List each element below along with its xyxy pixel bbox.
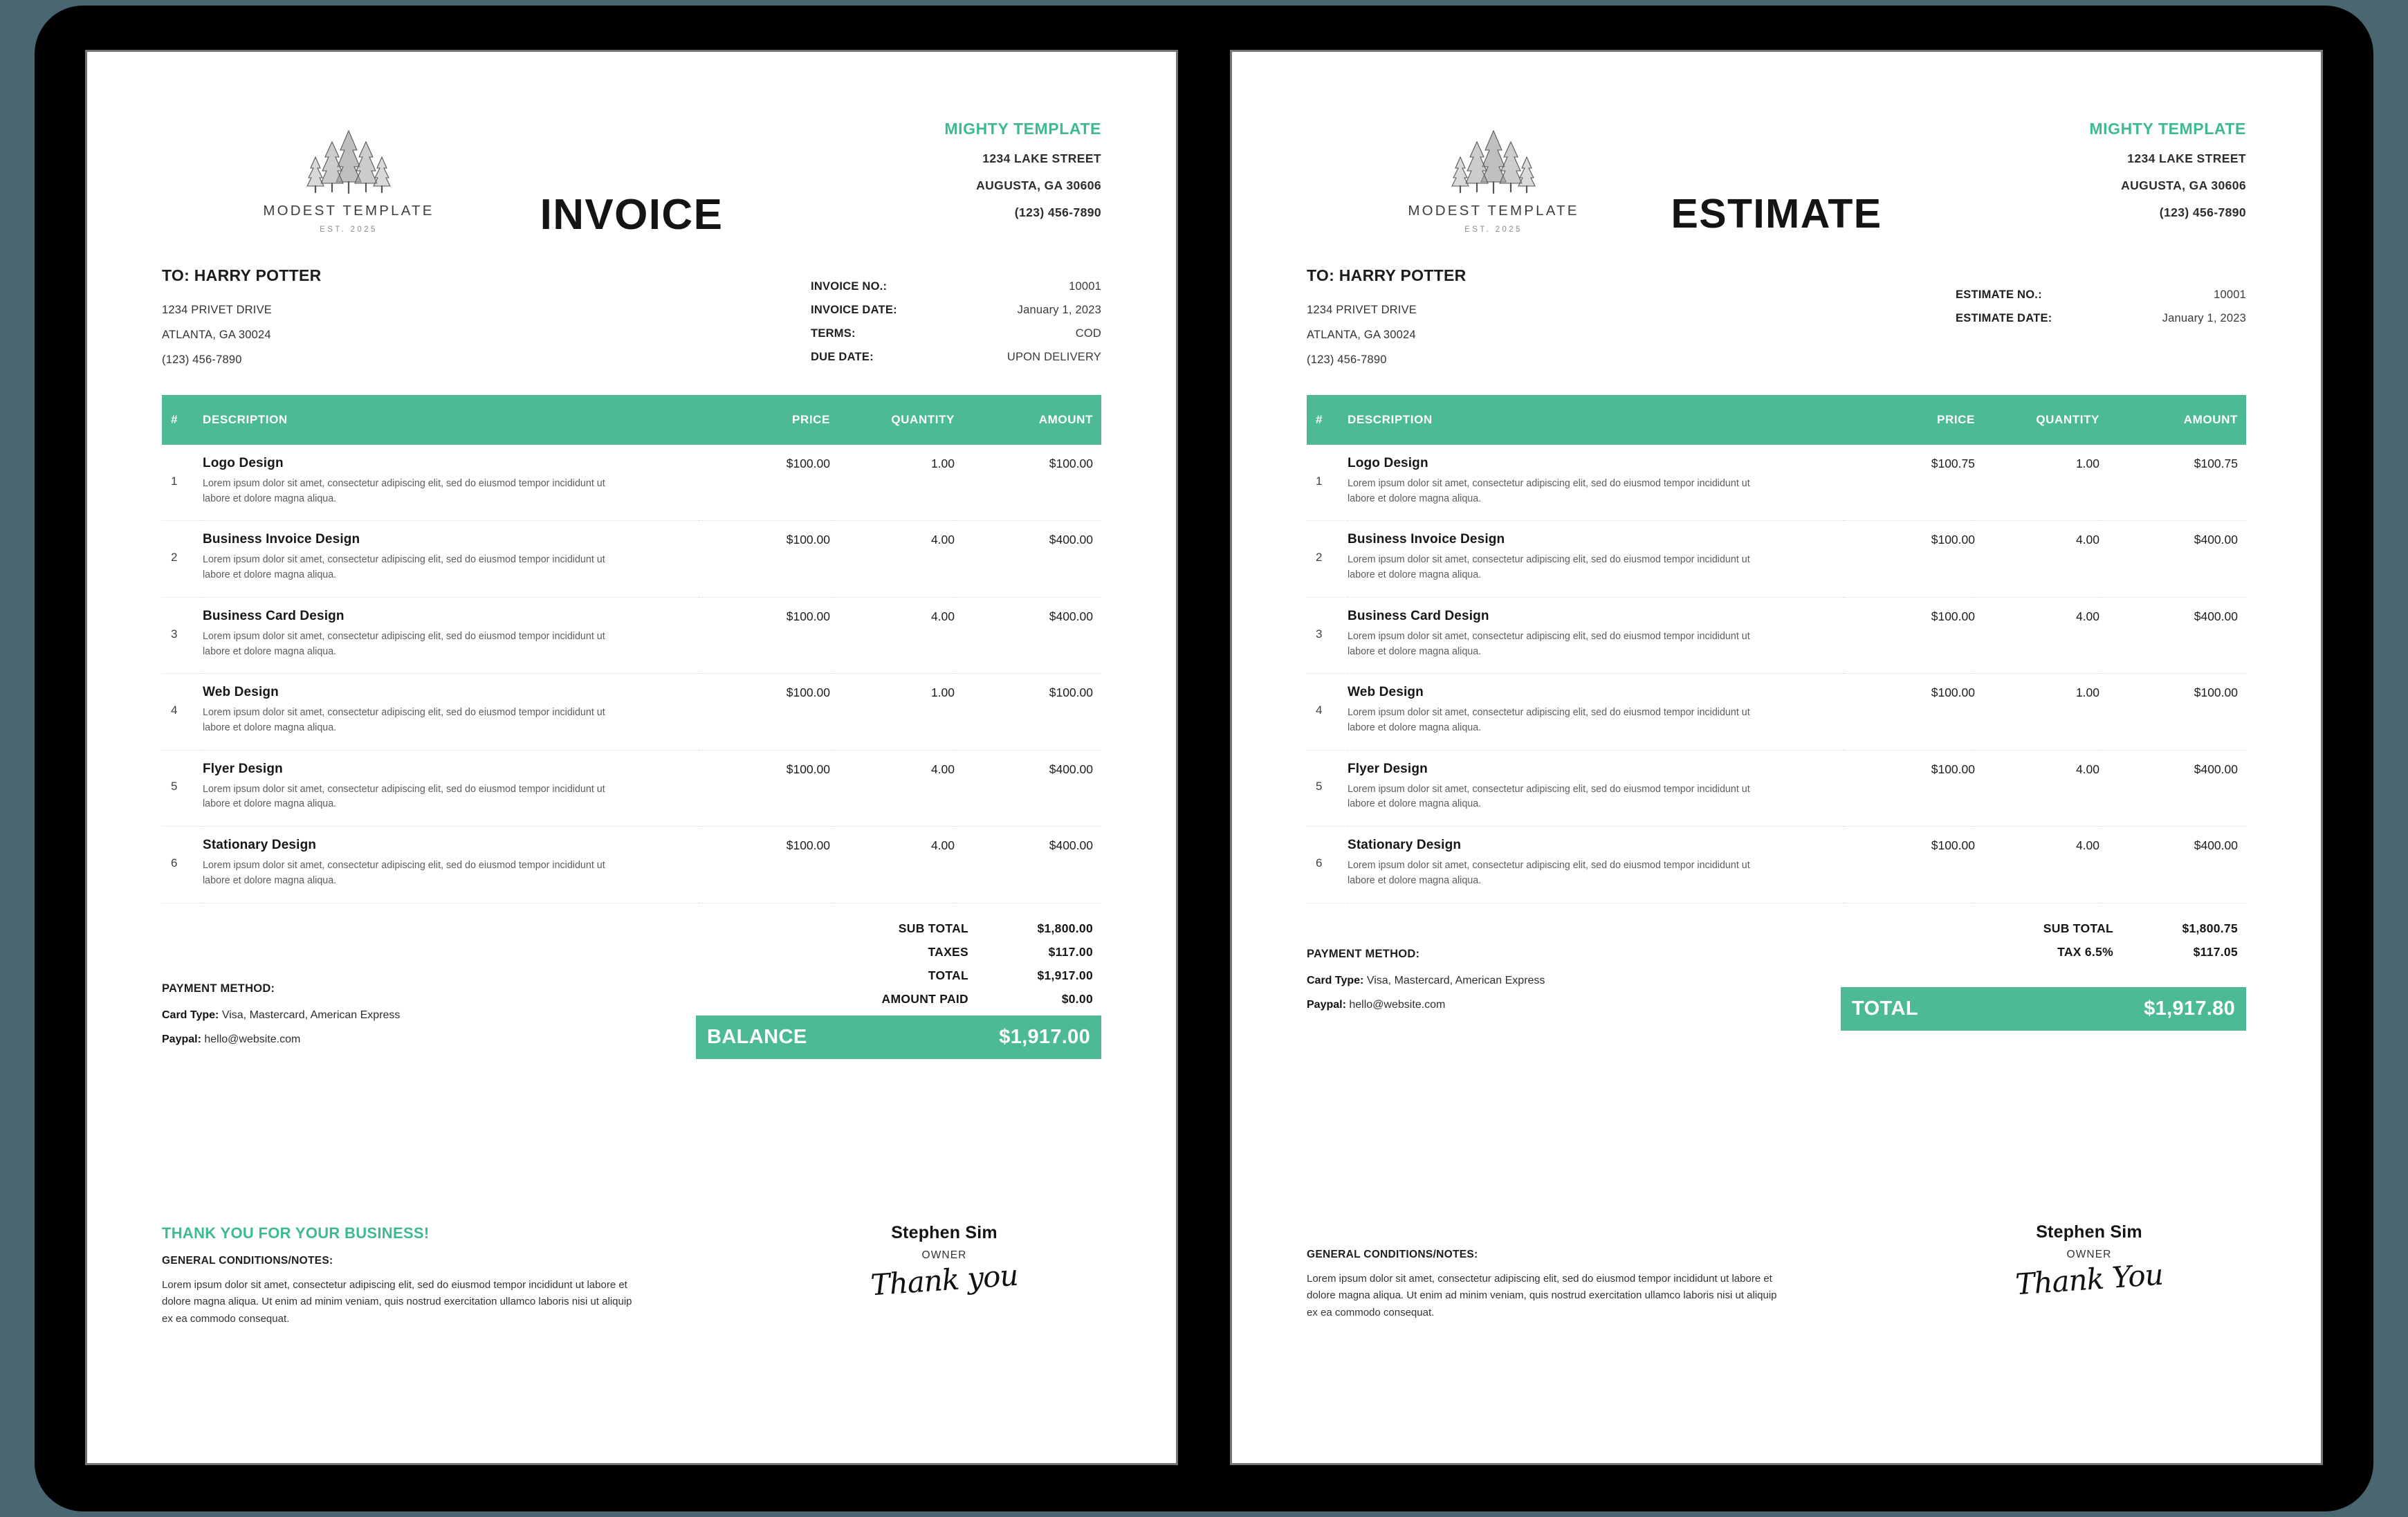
invoice-page xyxy=(87,52,1176,1463)
row-item-description: Lorem ipsum dolor sit amet, consectetur adipiscing elit, sed do eiusmod tempor incididunt ut labore et dolore magna aliqua. xyxy=(203,478,605,504)
row-item-description: Lorem ipsum dolor sit amet, consectetur adipiscing elit, sed do eiusmod tempor incididunt ut labore et dolore magna aliqua. xyxy=(203,860,605,886)
payment-paypal-value: hello@website.com xyxy=(1345,998,1446,1011)
meta-row xyxy=(1956,312,2246,325)
table-header-row xyxy=(1307,395,2246,445)
row-quantity: 4.00 xyxy=(830,750,955,826)
table-row xyxy=(1307,597,2246,673)
meta-value: January 1, 2023 xyxy=(1017,304,1101,316)
col-header-desc: DESCRIPTION xyxy=(1348,395,1844,445)
client-name: TO: HARRY POTTER xyxy=(1307,266,1467,284)
notes-body: Lorem ipsum dolor sit amet, consectetur adipiscing elit, sed do eiusmod tempor incididunt ut labore et dolore magna aliqua. Ut enim ad minim veniam, quis nostrud exercitation ullamco laboris nisi ut aliquip ex ea commodo consequat. xyxy=(1307,1273,1777,1318)
estimate-items-table xyxy=(1307,395,2246,903)
row-price: $100.00 xyxy=(699,750,830,826)
client-name: TO: HARRY POTTER xyxy=(162,266,322,284)
row-item-description: Lorem ipsum dolor sit amet, consectetur adipiscing elit, sed do eiusmod tempor incididunt ut labore et dolore magna aliqua. xyxy=(203,554,605,581)
row-description-cell xyxy=(1348,521,1844,597)
estimate-lower-section xyxy=(1307,921,2246,1067)
row-item-title: Stationary Design xyxy=(1348,838,1462,853)
col-header-price: PRICE xyxy=(1844,395,1975,445)
row-item-title: Business Invoice Design xyxy=(203,532,360,547)
row-quantity: 1.00 xyxy=(1975,674,2099,750)
row-number: 6 xyxy=(162,827,203,903)
row-item-title: Web Design xyxy=(1348,685,1424,700)
row-description-cell xyxy=(203,445,699,521)
col-header-num: # xyxy=(1307,395,1348,445)
total-value: $1,800.75 xyxy=(2182,921,2238,935)
invoice-meta-row xyxy=(162,266,1101,384)
payment-card-value: Visa, Mastercard, American Express xyxy=(219,1009,401,1021)
logo-established: EST. 2025 xyxy=(1464,226,1523,234)
row-quantity: 4.00 xyxy=(1975,597,2099,673)
meta-row xyxy=(1956,288,2246,302)
total-bar-value: $1,917.80 xyxy=(2144,997,2235,1020)
col-header-amount: AMOUNT xyxy=(2099,395,2246,445)
meta-value: UPON DELIVERY xyxy=(1007,351,1101,363)
row-quantity: 1.00 xyxy=(830,445,955,521)
row-number: 3 xyxy=(162,597,203,673)
total-value: $0.00 xyxy=(1061,991,1093,1006)
total-bar xyxy=(1841,987,2246,1031)
company-address-line2: AUGUSTA, GA 30606 xyxy=(2121,178,2246,192)
row-item-title: Business Invoice Design xyxy=(1348,532,1505,547)
row-number: 1 xyxy=(1307,445,1348,521)
page-title: ESTIMATE xyxy=(1671,191,1882,237)
signer-name: Stephen Sim xyxy=(891,1223,998,1242)
client-address-line1: 1234 PRIVET DRIVE xyxy=(162,304,272,316)
row-item-title: Logo Design xyxy=(203,456,284,470)
company-address-line1: 1234 LAKE STREET xyxy=(2127,151,2246,165)
row-number: 5 xyxy=(1307,750,1348,826)
client-phone: (123) 456-7890 xyxy=(1307,353,1387,366)
payment-card-label: Card Type: xyxy=(1307,974,1364,986)
total-bar-label: TOTAL xyxy=(1852,997,1918,1020)
invoice-signature-block xyxy=(830,1223,1058,1303)
total-row xyxy=(1841,945,2246,959)
invoice-payment-method xyxy=(162,982,400,1058)
invoice-metadata xyxy=(811,280,1101,374)
table-row xyxy=(162,597,1101,673)
table-row xyxy=(162,750,1101,826)
notes-heading: GENERAL CONDITIONS/NOTES: xyxy=(162,1255,333,1267)
row-description-cell xyxy=(1348,445,1844,521)
notes-body: Lorem ipsum dolor sit amet, consectetur adipiscing elit, sed do eiusmod tempor incididunt ut labore et dolore magna aliqua. Ut enim ad minim veniam, quis nostrud exercitation ullamco laboris nisi ut aliquip ex ea commodo consequat. xyxy=(162,1279,632,1325)
row-number: 5 xyxy=(162,750,203,826)
signature-script: Thank you xyxy=(870,1258,1019,1303)
signer-name: Stephen Sim xyxy=(2036,1222,2142,1242)
meta-label: INVOICE DATE: xyxy=(811,304,897,316)
balance-bar xyxy=(696,1015,1101,1059)
meta-label: ESTIMATE DATE: xyxy=(1956,312,2052,324)
total-value: $1,800.00 xyxy=(1037,921,1093,935)
total-row xyxy=(696,945,1101,959)
invoice-lower-section xyxy=(162,921,1101,1067)
row-description-cell xyxy=(1348,674,1844,750)
meta-value: 10001 xyxy=(2214,288,2246,301)
meta-label: TERMS: xyxy=(811,327,856,340)
table-row xyxy=(1307,750,2246,826)
client-address-line2: ATLANTA, GA 30024 xyxy=(1307,329,1416,341)
page-title: INVOICE xyxy=(540,191,724,239)
row-item-description: Lorem ipsum dolor sit amet, consectetur adipiscing elit, sed do eiusmod tempor incididunt ut labore et dolore magna aliqua. xyxy=(203,783,605,810)
row-number: 3 xyxy=(1307,597,1348,673)
meta-row xyxy=(811,327,1101,340)
thank-you-message: THANK YOU FOR YOUR BUSINESS! xyxy=(162,1224,430,1242)
row-number: 2 xyxy=(1307,521,1348,597)
row-amount: $400.00 xyxy=(955,750,1101,826)
col-header-qty: QUANTITY xyxy=(1975,395,2099,445)
table-row xyxy=(162,445,1101,521)
total-value: $1,917.00 xyxy=(1037,968,1093,982)
row-number: 1 xyxy=(162,445,203,521)
payment-paypal-line xyxy=(1307,999,1545,1011)
row-price: $100.00 xyxy=(699,445,830,521)
signer-role: OWNER xyxy=(2066,1249,2112,1260)
payment-paypal-label: Paypal: xyxy=(162,1033,201,1045)
row-item-title: Web Design xyxy=(203,685,279,700)
row-amount: $400.00 xyxy=(955,827,1101,903)
row-description-cell xyxy=(1348,827,1844,903)
row-price: $100.00 xyxy=(699,521,830,597)
total-row xyxy=(696,968,1101,983)
bill-to-block xyxy=(1307,266,1467,378)
row-item-description: Lorem ipsum dolor sit amet, consectetur adipiscing elit, sed do eiusmod tempor incididunt ut labore et dolore magna aliqua. xyxy=(1348,478,1750,504)
row-amount: $400.00 xyxy=(2099,521,2246,597)
row-description-cell xyxy=(203,674,699,750)
row-price: $100.00 xyxy=(1844,827,1975,903)
row-quantity: 4.00 xyxy=(1975,827,2099,903)
row-item-title: Business Card Design xyxy=(203,608,344,623)
row-price: $100.00 xyxy=(1844,674,1975,750)
total-row xyxy=(1841,921,2246,936)
total-label: SUB TOTAL xyxy=(2043,921,2113,935)
row-item-description: Lorem ipsum dolor sit amet, consectetur adipiscing elit, sed do eiusmod tempor incididunt ut labore et dolore magna aliqua. xyxy=(1348,783,1750,810)
row-price: $100.00 xyxy=(1844,597,1975,673)
row-amount: $100.75 xyxy=(2099,445,2246,521)
row-quantity: 4.00 xyxy=(1975,750,2099,826)
client-phone: (123) 456-7890 xyxy=(162,353,242,366)
invoice-footer xyxy=(162,1224,1101,1327)
logo-wordmark: MODEST TEMPLATE xyxy=(263,203,434,219)
row-price: $100.00 xyxy=(1844,750,1975,826)
row-quantity: 1.00 xyxy=(1975,445,2099,521)
row-item-description: Lorem ipsum dolor sit amet, consectetur adipiscing elit, sed do eiusmod tempor incididunt ut labore et dolore magna aliqua. xyxy=(1348,630,1750,657)
company-address-line1: 1234 LAKE STREET xyxy=(982,151,1101,165)
row-price: $100.75 xyxy=(1844,445,1975,521)
meta-label: DUE DATE: xyxy=(811,351,874,363)
meta-row xyxy=(811,304,1101,317)
row-item-title: Flyer Design xyxy=(1348,761,1428,776)
estimate-page xyxy=(1232,52,2321,1463)
row-item-description: Lorem ipsum dolor sit amet, consectetur adipiscing elit, sed do eiusmod tempor incididunt ut labore et dolore magna aliqua. xyxy=(203,630,605,657)
total-label: SUB TOTAL xyxy=(898,921,968,935)
meta-label: ESTIMATE NO.: xyxy=(1956,288,2042,301)
meta-value: January 1, 2023 xyxy=(2162,312,2246,324)
col-header-desc: DESCRIPTION xyxy=(203,395,699,445)
row-price: $100.00 xyxy=(699,827,830,903)
row-amount: $400.00 xyxy=(2099,827,2246,903)
col-header-price: PRICE xyxy=(699,395,830,445)
row-price: $100.00 xyxy=(699,674,830,750)
notes-heading: GENERAL CONDITIONS/NOTES: xyxy=(1307,1249,1478,1260)
meta-label: INVOICE NO.: xyxy=(811,280,888,293)
signer-role: OWNER xyxy=(921,1249,967,1261)
table-row xyxy=(162,674,1101,750)
row-quantity: 4.00 xyxy=(830,521,955,597)
row-amount: $100.00 xyxy=(2099,674,2246,750)
table-row xyxy=(1307,827,2246,903)
table-row xyxy=(1307,445,2246,521)
row-description-cell xyxy=(203,827,699,903)
invoice-totals xyxy=(696,921,1101,1059)
row-amount: $400.00 xyxy=(2099,597,2246,673)
row-amount: $100.00 xyxy=(955,674,1101,750)
row-description-cell xyxy=(203,521,699,597)
bill-to-block xyxy=(162,266,322,378)
client-address-line2: ATLANTA, GA 30024 xyxy=(162,329,271,341)
logo-established: EST. 2025 xyxy=(320,226,378,234)
meta-value: COD xyxy=(1075,327,1101,340)
company-name: MIGHTY TEMPLATE xyxy=(2089,120,2246,138)
pine-trees-icon xyxy=(1446,127,1541,199)
payment-paypal-line xyxy=(162,1033,400,1046)
company-phone: (123) 456-7890 xyxy=(1014,205,1101,219)
row-item-description: Lorem ipsum dolor sit amet, consectetur adipiscing elit, sed do eiusmod tempor incididunt ut labore et dolore magna aliqua. xyxy=(1348,554,1750,581)
invoice-header xyxy=(162,52,1101,259)
row-quantity: 4.00 xyxy=(1975,521,2099,597)
estimate-payment-method xyxy=(1307,948,1545,1023)
table-header-row xyxy=(162,395,1101,445)
table-row xyxy=(162,827,1101,903)
total-value: $117.05 xyxy=(2193,944,2238,959)
company-name: MIGHTY TEMPLATE xyxy=(944,120,1101,138)
row-number: 2 xyxy=(162,521,203,597)
row-item-description: Lorem ipsum dolor sit amet, consectetur adipiscing elit, sed do eiusmod tempor incididunt ut labore et dolore magna aliqua. xyxy=(1348,860,1750,886)
estimate-signature-block xyxy=(1975,1222,2203,1302)
payment-card-value: Visa, Mastercard, American Express xyxy=(1363,974,1545,986)
row-amount: $100.00 xyxy=(955,445,1101,521)
row-price: $100.00 xyxy=(699,597,830,673)
estimate-header xyxy=(1307,52,2246,259)
logo-wordmark: MODEST TEMPLATE xyxy=(1408,203,1579,219)
row-quantity: 4.00 xyxy=(830,827,955,903)
company-address-line2: AUGUSTA, GA 30606 xyxy=(976,178,1101,192)
balance-label: BALANCE xyxy=(707,1025,807,1048)
meta-value: 10001 xyxy=(1069,280,1101,293)
estimate-footer xyxy=(1307,1222,2246,1321)
row-amount: $400.00 xyxy=(955,597,1101,673)
total-label: AMOUNT PAID xyxy=(881,991,968,1006)
row-amount: $400.00 xyxy=(955,521,1101,597)
row-description-cell xyxy=(203,750,699,826)
col-header-num: # xyxy=(162,395,203,445)
total-label: TAX 6.5% xyxy=(2057,944,2113,959)
client-address-line1: 1234 PRIVET DRIVE xyxy=(1307,304,1417,316)
payment-card-line xyxy=(162,1009,400,1022)
payment-heading: PAYMENT METHOD: xyxy=(162,982,275,995)
estimate-metadata xyxy=(1956,288,2246,335)
meta-row xyxy=(811,280,1101,293)
row-description-cell xyxy=(203,597,699,673)
col-header-qty: QUANTITY xyxy=(830,395,955,445)
total-row xyxy=(696,992,1101,1006)
row-item-title: Logo Design xyxy=(1348,456,1428,470)
table-row xyxy=(1307,674,2246,750)
estimate-meta-row xyxy=(1307,266,2246,384)
total-value: $117.00 xyxy=(1048,944,1093,959)
row-description-cell xyxy=(1348,597,1844,673)
row-item-title: Business Card Design xyxy=(1348,608,1489,623)
payment-paypal-value: hello@website.com xyxy=(201,1033,301,1045)
company-phone: (123) 456-7890 xyxy=(2159,205,2246,219)
pine-trees-icon xyxy=(302,127,396,199)
total-label: TOTAL xyxy=(928,968,968,982)
payment-heading: PAYMENT METHOD: xyxy=(1307,947,1420,960)
table-row xyxy=(1307,521,2246,597)
payment-card-line xyxy=(1307,975,1545,987)
payment-card-label: Card Type: xyxy=(162,1009,219,1021)
balance-value: $1,917.00 xyxy=(999,1025,1090,1048)
row-number: 4 xyxy=(162,674,203,750)
payment-paypal-label: Paypal: xyxy=(1307,998,1346,1011)
col-header-amount: AMOUNT xyxy=(955,395,1101,445)
row-quantity: 1.00 xyxy=(830,674,955,750)
table-row xyxy=(162,521,1101,597)
row-item-description: Lorem ipsum dolor sit amet, consectetur adipiscing elit, sed do eiusmod tempor incididunt ut labore et dolore magna aliqua. xyxy=(1348,707,1750,734)
row-item-title: Flyer Design xyxy=(203,761,283,776)
total-row xyxy=(696,921,1101,936)
row-item-title: Stationary Design xyxy=(203,838,317,853)
row-number: 6 xyxy=(1307,827,1348,903)
row-amount: $400.00 xyxy=(2099,750,2246,826)
total-label: TAXES xyxy=(928,944,968,959)
row-description-cell xyxy=(1348,750,1844,826)
estimate-totals xyxy=(1841,921,2246,1031)
row-item-description: Lorem ipsum dolor sit amet, consectetur adipiscing elit, sed do eiusmod tempor incididunt ut labore et dolore magna aliqua. xyxy=(203,707,605,734)
signature-script: Thank You xyxy=(2014,1257,2165,1302)
row-quantity: 4.00 xyxy=(830,597,955,673)
row-number: 4 xyxy=(1307,674,1348,750)
row-price: $100.00 xyxy=(1844,521,1975,597)
meta-row xyxy=(811,351,1101,364)
invoice-items-table xyxy=(162,395,1101,903)
